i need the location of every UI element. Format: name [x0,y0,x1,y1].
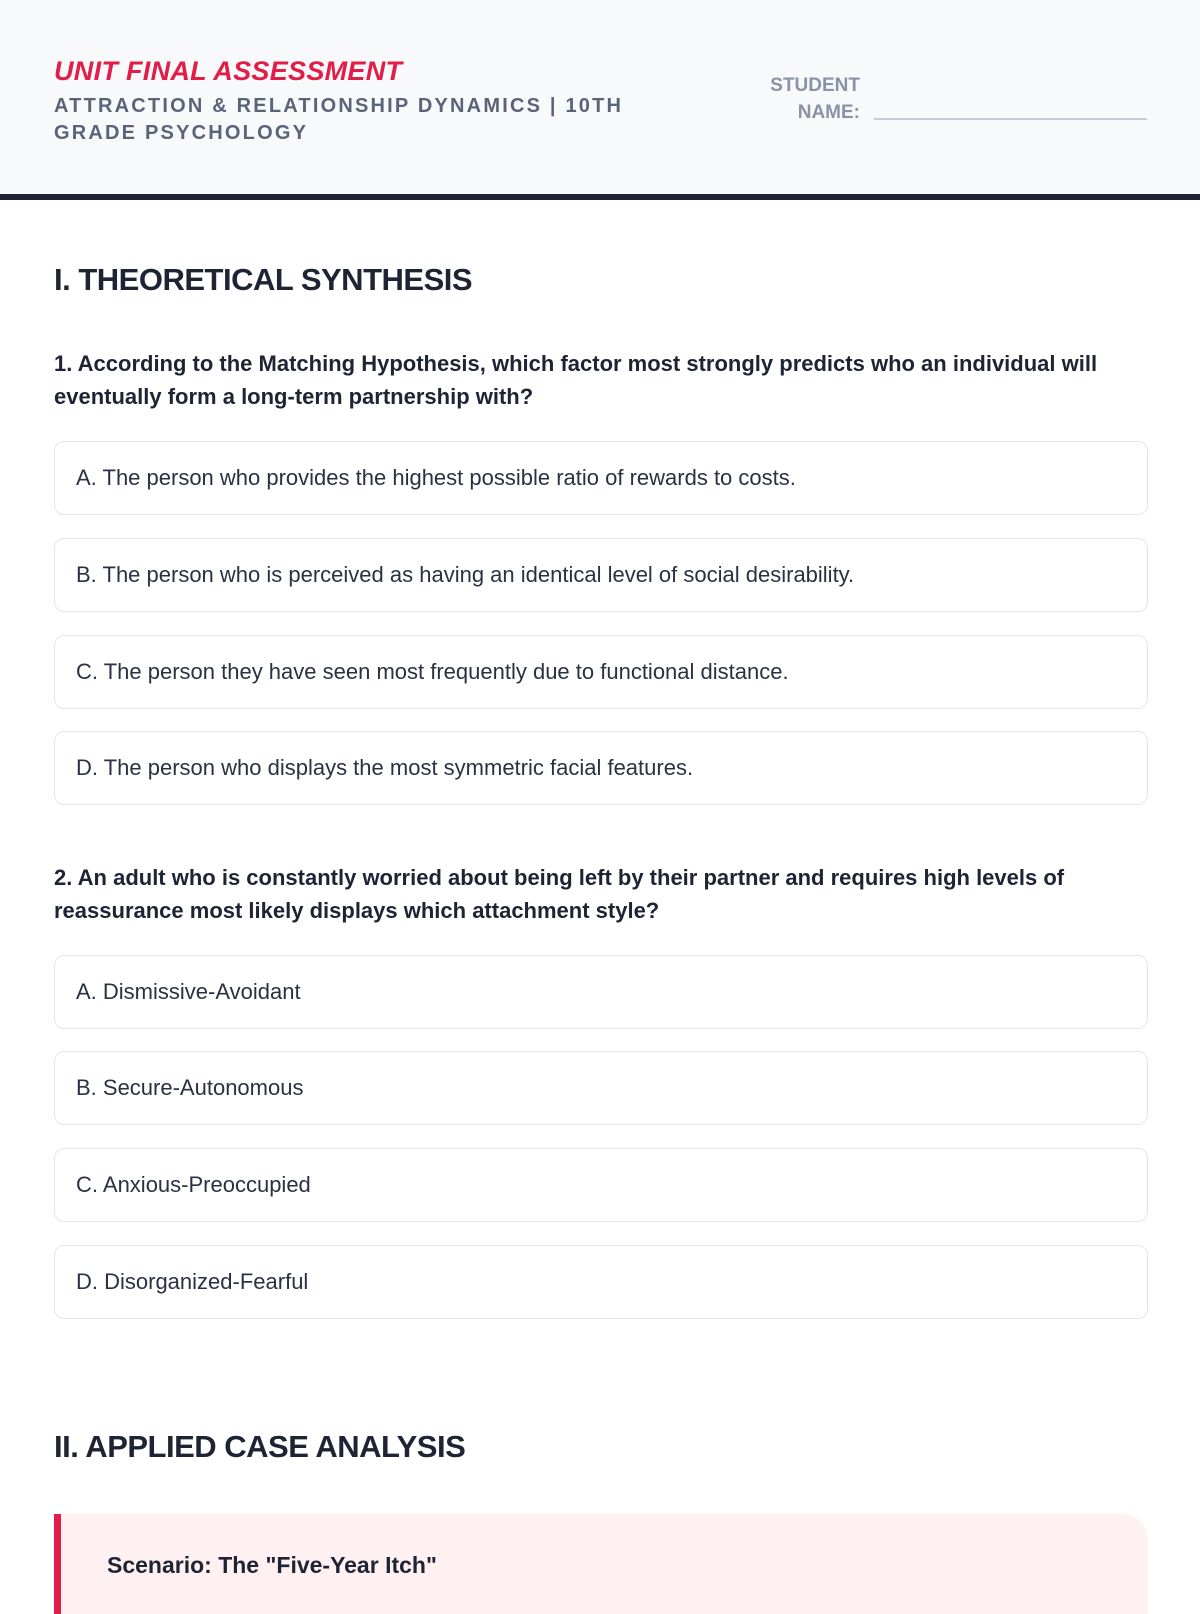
question-2: 2. An adult who is constantly worried about being left by their partner and requires high levels of reassurance most likely displays which attachment style? [54,865,1065,923]
question-2-option-c[interactable]: C. Anxious-Preoccupied [54,1148,1148,1222]
student-name-field[interactable] [874,118,1147,120]
question-1-option-c[interactable]: C. The person they have seen most frequently due to functional distance. [54,635,1148,709]
question-1-option-b[interactable]: B. The person who is perceived as having an identical level of social desirability. [54,538,1148,612]
question-1-option-d[interactable]: D. The person who displays the most symmetric facial features. [54,731,1148,805]
scenario-title: Scenario: The "Five-Year Itch" [107,1552,437,1578]
student-name-label: STUDENT NAME: [770,75,860,123]
student-name-block [760,72,1150,132]
question-2-option-d[interactable]: D. Disorganized-Fearful [54,1245,1148,1319]
scenario-card [54,1514,1148,1614]
question-1-option-a[interactable]: A. The person who provides the highest possible ratio of rewards to costs. [54,441,1148,515]
question-2-option-a[interactable]: A. Dismissive-Avoidant [54,955,1148,1029]
assessment-title: UNIT FINAL ASSESSMENT [54,56,403,86]
question-2-option-b[interactable]: B. Secure-Autonomous [54,1051,1148,1125]
assessment-subtitle: ATTRACTION & RELATIONSHIP DYNAMICS | 10TH GRADE PSYCHOLOGY [54,95,624,144]
question-1: 1. According to the Matching Hypothesis, which factor most strongly predicts who an individual will eventually form a long-term partnership with? [54,351,1098,409]
header-title-block [54,56,714,147]
section-title-applied-case-analysis: II. APPLIED CASE ANALYSIS [54,1429,466,1464]
section-title-theoretical-synthesis: I. THEORETICAL SYNTHESIS [54,262,473,297]
assessment-header [0,0,1200,200]
